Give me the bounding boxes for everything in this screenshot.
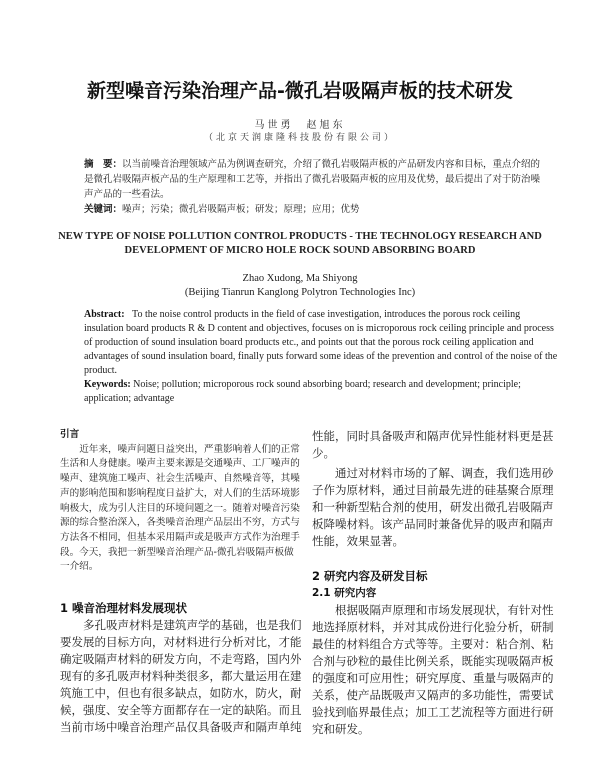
paper-title-en: NEW TYPE OF NOISE POLLUTION CONTROL PRODUCTS - THE TECHNOLOGY RESEARCH AND DEVELOPMENT OF MICRO HOLE ROCK SOUND ABSORBING BOARD — [58, 231, 542, 256]
abstract-en-label: Abstract: — [84, 309, 125, 320]
abstract-en: Abstract: To the noise control products in the field of case investigation, introduces the porous rock ceiling insulation board products R & D content and objectives, focuses on is microporous rock ceiling principle and process of production of sound insulation board products etc., and points out that the porous rock ceiling application and advantages of sound insulation board, finally puts forward some ideas of the prevention and control of the noise of the product. Keywords: Noise; pollution; microporous rock sound absorbing board; research and development; principle; application; advantage — [84, 309, 558, 404]
introduction-section: 引言 近年来，噪声问题日益突出，严重影响着人们的正常 生活和人身健康。噪声主要来源是交通噪声、工厂噪声的 噪声、建筑施工噪声、社会生活噪声、自然噪音等，其噪 声的影响范围和影响程度日益扩大，对人们的生活环境影 响极大，成为引人注目的环境问题之一。随着对噪音污染 源的综合整治深入，各类噪音治理产品层出不穷，方式与 方法各不相同，但基本采用隔声或是吸声方式作为治理手 段。今天，我把一新型噪音治理产品-微孔岩吸隔声板做 一介绍。 — [60, 429, 300, 573]
abstract-cn-line: 是微孔岩吸隔声板产品的生产原理和工艺等，并指出了微孔岩吸隔声板的应用及优势，最后提出了对于防治噪 — [84, 174, 541, 185]
authors-en: Zhao Xudong, Ma Shiyong (Beijing Tianrun Kanglong Polytron Technologies Inc) — [0, 272, 600, 300]
keywords-en: Keywords: Noise; pollution; microporous rock sound absorbing board; research and development; principle; — [84, 379, 521, 390]
section-2-heading: 2 研究内容及研发目标 — [312, 569, 428, 583]
paper-title-cn: 新型噪音污染治理产品-微孔岩吸隔声板的技术研发 — [87, 80, 513, 102]
intro-heading: 引言 — [60, 429, 80, 440]
affiliation-en: (Beijing Tianrun Kanglong Polytron Technologies Inc) — [184, 287, 416, 298]
affiliation-cn: （北京天润康隆科技股份有限公司） — [203, 133, 396, 143]
section-2-1-heading: 2.1 研究内容 — [312, 587, 377, 599]
abstract-cn-label: 摘 要： — [84, 159, 123, 170]
abstract-cn-line: 声产品的一些看法。 — [84, 189, 170, 200]
abstract-cn-line: 摘 要：以当前噪音治理领域产品为例调查研究，介绍了微孔岩吸隔声板的产品研发内容和目标，重点介绍的 — [84, 159, 541, 170]
keywords-en-label: Keywords: — [84, 379, 131, 390]
section-1: 1 噪音治理材料发展现状 多孔吸声材料是建筑声学的基础，也是我们 要发展的目标方向，对材料进行分析对比，才能 确定吸隔声材料的研发方向，不走弯路，国内外 现有的多孔吸声材料种类很多，都大量运用在建 筑施工中，但也有很多缺点，如防水，防火，耐 候，强度、安全等方面都存在一定的缺陷。而且 当前市场中噪音治理产品仅具备吸声和隔声单纯 — [60, 601, 302, 734]
keywords-cn-label: 关键词： — [84, 204, 123, 215]
keywords-cn: 关键词：噪声；污染；微孔岩吸隔声板；研发；原理；应用；优势 — [84, 204, 360, 215]
authors-cn: 马世勇 赵旭东 — [254, 120, 346, 131]
right-column: 性能，同时具备吸声和隔声优异性能材料更是甚 少。 通过对材料市场的了解、调查，我们选用砂 子作为原材料，通过目前最先进的硅基聚合原理 和一种新型粘合剂的使用，研发出微孔岩吸隔声 板降噪材料。该产品同时兼备优异的吸声和隔声 性能，效果显著。 2 研究内容及研发目标 2.1 研究内容 根据吸隔声原理和市场发展现状，有针对性 地选择原材料，并对其成份进行化验分析，研制 最佳的材料组合方式等等。主要对：粘合剂、粘 合剂与砂粒的最佳比例关系，既能实现吸隔声板 的强度和可应用性；研究厚度、重量与吸隔声的 关系，使产品既吸声又隔声的多功能性，需要试 验找到临界最佳点；加工工艺流程等方面进行研 究和研发。 — [312, 429, 554, 736]
abstract-cn — [84, 157, 541, 217]
section-1-heading: 1 噪音治理材料发展现状 — [60, 601, 188, 615]
